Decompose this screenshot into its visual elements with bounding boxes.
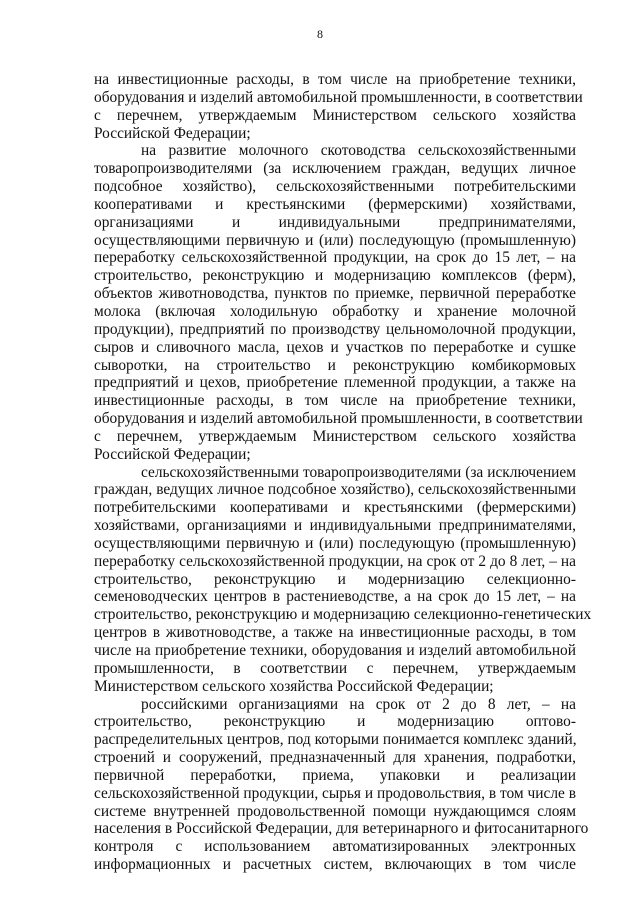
text-line: на развитие молочного скотоводства сельскохозяйственными bbox=[141, 142, 576, 160]
text-line: переработку сельскохозяйственной продукции, на срок от 2 до 8 лет, – на bbox=[94, 552, 576, 570]
text-line: промышленности, в соответствии с перечнем, утверждаемым bbox=[94, 659, 576, 677]
text-line: семеноводческих центров в растениеводстве, а на срок до 15 лет, – на bbox=[94, 588, 576, 606]
text-line: на инвестиционные расходы, в том числе на приобретение техники, bbox=[94, 71, 576, 88]
text-line: осуществляющими первичную и (или) последующую (промышленную) bbox=[94, 231, 576, 249]
text-line: сыров и сливочного масла, цехов и участков по переработке и сушке bbox=[94, 338, 576, 356]
text-line: строительство, реконструкцию и модернизацию селекционно-генетических bbox=[94, 606, 592, 624]
text-line: населения в Российской Федерации, для ветеринарного и фитосанитарного bbox=[94, 820, 589, 838]
text-line: сельскохозяйственными товаропроизводителями (за исключением bbox=[141, 463, 576, 481]
text-line: молока (включая холодильную обработку и хранение молочной bbox=[94, 302, 576, 320]
text-line: строительство, реконструкцию и модернизацию селекционно- bbox=[94, 570, 576, 588]
text-line: числе на приобретение техники, оборудования и изделий автомобильной bbox=[94, 642, 576, 659]
text-line: оборудования и изделий автомобильной промышленности, в соответствии bbox=[94, 410, 583, 428]
text-line: товаропроизводителями (за исключением граждан, ведущих личное bbox=[94, 160, 576, 178]
text-line: Российской Федерации; bbox=[94, 124, 251, 142]
text-line: центров в животноводстве, а также на инвестиционные расходы, в том bbox=[94, 624, 576, 642]
text-line: информационных и расчетных систем, включающих в том числе bbox=[94, 856, 576, 874]
text-line: подсобное хозяйство), сельскохозяйственными потребительскими bbox=[94, 178, 576, 196]
text-line: контроля с использованием автоматизированных электронных bbox=[94, 838, 576, 856]
text-line: граждан, ведущих личное подсобное хозяйство), сельскохозяйственными bbox=[94, 481, 576, 499]
text-line: сельскохозяйственной продукции, сырья и продовольствия, в том числе в bbox=[94, 784, 576, 802]
text-line: строительство, реконструкцию и модернизацию оптово- bbox=[94, 713, 576, 731]
text-line: продукции), предприятий по производству цельномолочной продукции, bbox=[94, 320, 576, 338]
text-line: объектов животноводства, пунктов по приемке, первичной переработке bbox=[94, 285, 576, 303]
text-line: с перечнем, утверждаемым Министерством сельского хозяйства bbox=[94, 427, 576, 445]
text-line: с перечнем, утверждаемым Министерством сельского хозяйства bbox=[94, 106, 576, 124]
text-line: Министерством сельского хозяйства Российской Федерации; bbox=[94, 677, 494, 695]
page-number: 8 bbox=[317, 27, 323, 41]
text-line: оборудования и изделий автомобильной промышленности, в соответствии bbox=[94, 88, 583, 106]
text-line: осуществляющими первичную и (или) последующую (промышленную) bbox=[94, 534, 576, 552]
text-line: первичной переработки, приема, упаковки и реализации bbox=[94, 766, 576, 784]
text-line: хозяйствами, организациями и индивидуальными предпринимателями, bbox=[94, 517, 576, 535]
text-line: российскими организациями на срок от 2 до 8 лет, – на bbox=[141, 695, 576, 713]
text-line: инвестиционные расходы, в том числе на приобретение техники, bbox=[94, 392, 576, 410]
text-line: потребительскими кооперативами и крестьянскими (фермерскими) bbox=[94, 499, 576, 517]
text-line: Российской Федерации; bbox=[94, 445, 251, 463]
text-line: организациями и индивидуальными предпринимателями, bbox=[94, 213, 576, 231]
text-line: переработку сельскохозяйственной продукции, на срок до 15 лет, – на bbox=[94, 249, 576, 267]
text-line: кооперативами и крестьянскими (фермерскими) хозяйствами, bbox=[94, 195, 576, 213]
text-line: системе внутренней продовольственной помощи нуждающимся слоям bbox=[94, 802, 576, 820]
text-line: предприятий и цехов, приобретение племенной продукции, а также на bbox=[94, 374, 576, 392]
text-line: распределительных центров, под которыми понимается комплекс зданий, bbox=[94, 731, 577, 749]
document-body bbox=[94, 71, 592, 874]
text-line: строений и сооружений, предназначенный для хранения, подработки, bbox=[94, 749, 576, 767]
text-line: строительство, реконструкцию и модернизацию комплексов (ферм), bbox=[94, 267, 576, 285]
text-line: сыворотки, на строительство и реконструкцию комбикормовых bbox=[94, 356, 576, 374]
